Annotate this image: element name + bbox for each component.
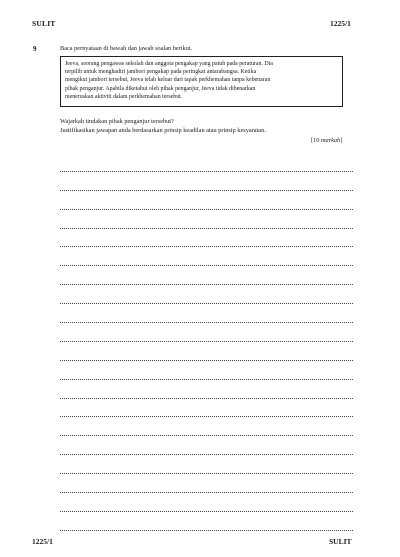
answer-line[interactable] bbox=[60, 323, 353, 342]
answer-line[interactable] bbox=[60, 436, 353, 455]
answer-line[interactable] bbox=[60, 247, 353, 266]
passage-line: terpilih untuk menghadiri jambori pengakap pada peringkat antarabangsa. Ketika bbox=[65, 69, 257, 76]
marks-open: [10 bbox=[311, 137, 321, 144]
answer-line[interactable] bbox=[60, 153, 353, 172]
answer-line[interactable] bbox=[60, 342, 353, 361]
marks-word: markah bbox=[320, 137, 341, 144]
answer-line[interactable] bbox=[60, 304, 353, 323]
header-paper-code: 1225/1 bbox=[330, 19, 351, 28]
passage-line: meneruskan aktiviti dalam perkhemahan tersebut. bbox=[65, 93, 183, 100]
answer-line[interactable] bbox=[60, 266, 353, 285]
answer-line[interactable] bbox=[60, 361, 353, 380]
passage-line: Jeeva, seorang pengawas sekolah dan anggota pengakap yang patuh pada peraturan. Dia bbox=[65, 61, 273, 67]
prompt-question: Wajarkah tindakan pihak penganjur tersebut? bbox=[60, 118, 174, 125]
answer-line[interactable] bbox=[60, 191, 353, 210]
question-number: 9 bbox=[33, 45, 37, 53]
answer-line[interactable] bbox=[60, 285, 353, 304]
answer-line[interactable] bbox=[60, 172, 353, 191]
footer-paper-code: 1225/1 bbox=[32, 537, 53, 546]
marks-label bbox=[311, 137, 342, 144]
footer-sulit: SULIT bbox=[329, 537, 352, 546]
question-instruction: Baca pernyataan di bawah dan jawab soalan berikut. bbox=[60, 45, 193, 52]
answer-line[interactable] bbox=[60, 512, 353, 531]
answer-line[interactable] bbox=[60, 493, 353, 512]
marks-close: ] bbox=[340, 137, 343, 144]
prompt-justify: Justifikasikan jawapan anda berdasarkan prinsip keadilan atau prinsip kesyaratan. bbox=[60, 127, 266, 134]
answer-area[interactable] bbox=[60, 153, 353, 531]
answer-line[interactable] bbox=[60, 229, 353, 248]
passage-line: pihak penganjur. Apabila diketahui oleh pihak penganjur, Jeeva tidak dibenarkan bbox=[65, 85, 256, 92]
answer-line[interactable] bbox=[60, 380, 353, 399]
header-sulit: SULIT bbox=[32, 19, 56, 28]
answer-line[interactable] bbox=[60, 455, 353, 474]
passage-line: mengikut jambori tersebut, Jeeva telah keluar dari tapak perkhemahan tanpa kebenaran bbox=[65, 77, 271, 84]
passage-box bbox=[60, 56, 343, 107]
answer-line[interactable] bbox=[60, 474, 353, 493]
answer-line[interactable] bbox=[60, 417, 353, 436]
answer-line[interactable] bbox=[60, 210, 353, 229]
answer-line[interactable] bbox=[60, 399, 353, 418]
